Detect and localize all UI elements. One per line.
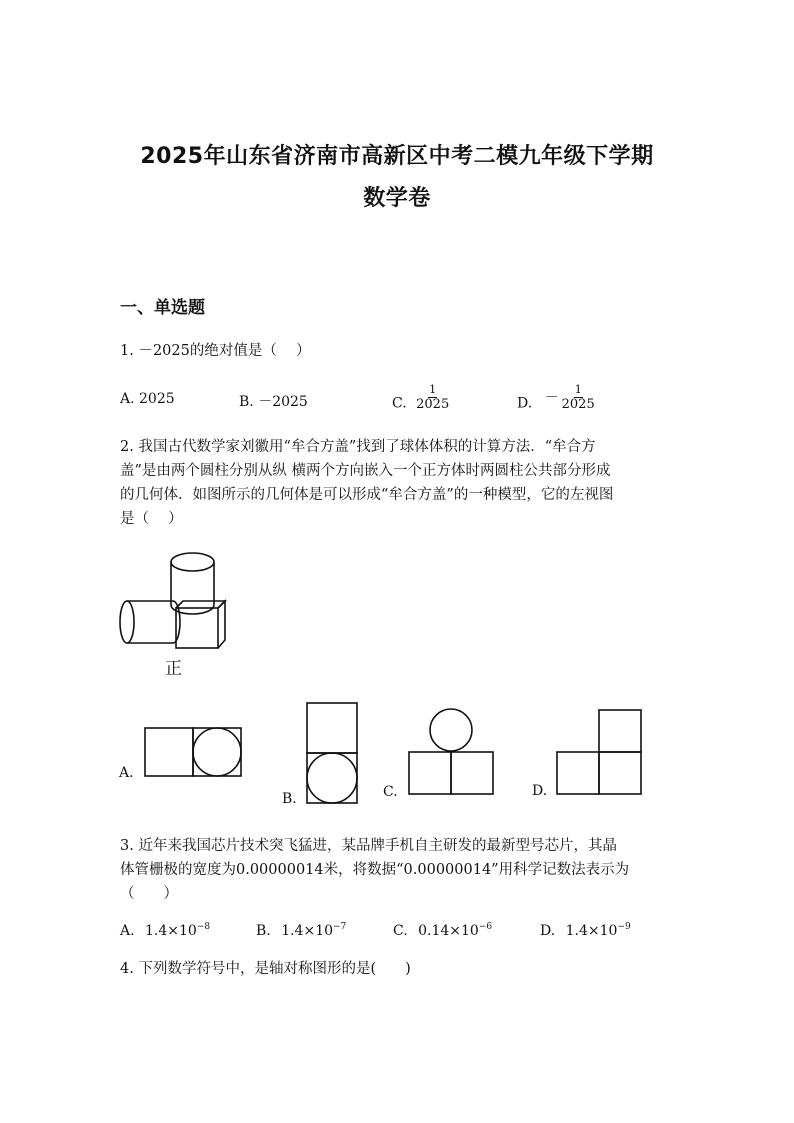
left-cylinder-cap — [120, 601, 134, 643]
q3-option-a-base: 1.4×10 — [145, 923, 197, 939]
q1-option-d-sign: － — [544, 389, 559, 406]
q1-option-d-label: D. — [517, 395, 533, 412]
q3-option-a-exponent: −8 — [196, 922, 211, 932]
q3-option-d-label: D. — [540, 923, 556, 939]
q2-option-d[interactable]: D. — [532, 783, 548, 799]
bottom-left-square — [557, 752, 599, 794]
q3-option-a-label: A. — [120, 923, 135, 939]
q2-solid-figure — [115, 548, 225, 658]
fraction-numerator: 1 — [574, 383, 582, 396]
question-2-line-1: 2. 我国古代数学家刘徽用“牟合方盖”找到了球体体积的计算方法．“牟合方 — [120, 439, 596, 455]
top-square — [599, 710, 641, 752]
fraction-numerator: 1 — [429, 383, 437, 396]
q1-option-c-label: C. — [392, 395, 407, 412]
q2-option-a[interactable]: A. — [119, 765, 134, 781]
q3-option-c-label: C. — [393, 923, 408, 939]
left-square — [409, 752, 451, 794]
q3-option-c-exponent: −6 — [478, 922, 493, 932]
question-2-stem — [120, 435, 613, 531]
q1-option-a[interactable]: A. 2025 — [120, 391, 175, 407]
q2-option-b[interactable]: B. — [282, 791, 297, 807]
fraction-denominator: 2025 — [561, 397, 595, 412]
q2-option-c-figure — [408, 708, 498, 798]
q3-option-b-exponent: −7 — [333, 922, 347, 932]
cube-top-edge — [176, 601, 225, 608]
section-heading: 一、单选题 — [120, 298, 205, 318]
front-view-label: 正 — [165, 659, 182, 679]
left-square — [145, 728, 193, 776]
q1-option-c[interactable] — [392, 383, 450, 412]
q1-option-c-fraction — [415, 383, 450, 412]
q2-option-c[interactable]: C. — [383, 784, 398, 800]
q3-option-b[interactable] — [256, 922, 346, 939]
top-cylinder-cap — [171, 553, 214, 571]
q3-option-a[interactable] — [120, 922, 210, 939]
q1-option-d[interactable] — [517, 383, 596, 412]
question-3-line-1: 3. 近年来我国芯片技术突飞猛进，某品牌手机自主研发的最新型号芯片，其晶 — [120, 838, 617, 854]
right-square — [451, 752, 493, 794]
question-3-line-2: 体管栅极的宽度为0.00000014米，将数据“0.00000014”用科学记数法表示为 — [120, 862, 630, 878]
circle — [193, 728, 241, 776]
question-4-stem: 4. 下列数学符号中，是轴对称图形的是( ) — [120, 961, 411, 977]
q1-option-b[interactable]: B. －2025 — [239, 394, 308, 410]
q2-option-d-figure — [557, 710, 647, 800]
cube-side-edge — [218, 601, 225, 648]
top-square — [307, 703, 357, 753]
question-2-line-3: 的几何体．如图所示的几何体是可以形成“牟合方盖”的一种模型，它的左视图 — [120, 487, 614, 503]
q3-option-b-base: 1.4×10 — [281, 923, 334, 939]
q3-option-d[interactable] — [540, 922, 631, 939]
q3-option-b-label: B. — [256, 923, 271, 939]
question-3-line-3: （ ） — [120, 886, 178, 902]
page-title: 2025年山东省济南市高新区中考二模九年级下学期 — [140, 144, 654, 169]
q3-option-d-exponent: −9 — [617, 922, 631, 932]
q1-option-d-fraction — [561, 383, 596, 412]
fraction-denominator: 2025 — [416, 397, 450, 412]
top-circle — [430, 709, 472, 751]
question-2-line-2: 盖”是由两个圆柱分别从纵 横两个方向嵌入一个正方体时两圆柱公共部分形成 — [120, 463, 611, 479]
circle — [307, 753, 357, 803]
bottom-right-square — [599, 752, 641, 794]
question-2-line-4: 是（ ） — [120, 511, 183, 527]
q2-option-a-figure — [145, 728, 245, 778]
question-3-stem — [120, 834, 629, 906]
q3-option-c-base: 0.14×10 — [418, 923, 479, 939]
q3-option-d-base: 1.4×10 — [565, 923, 618, 939]
q2-option-b-figure — [307, 703, 359, 805]
page-subtitle: 数学卷 — [363, 186, 431, 211]
q3-option-c[interactable] — [393, 922, 492, 939]
question-1-stem: 1. －2025的绝对值是（ ） — [120, 343, 311, 359]
